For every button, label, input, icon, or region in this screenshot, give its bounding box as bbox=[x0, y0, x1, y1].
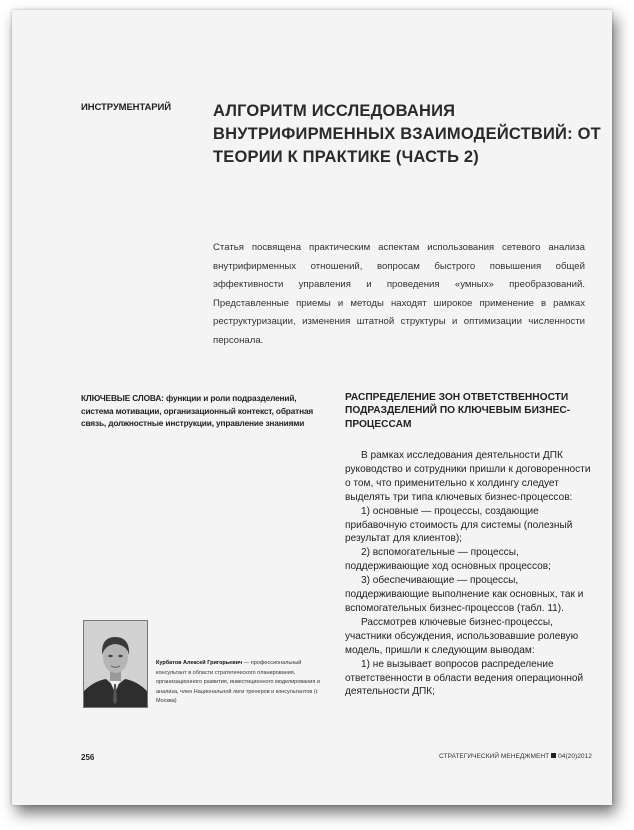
body-paragraph: 2) вспомогательные — процессы, поддерживающие ход основных процессов; bbox=[345, 547, 551, 573]
author-bio bbox=[156, 659, 331, 707]
body-paragraph: 1) основные — процессы, создающие прибавочную стоимость для системы (полезный результат для клиентов); bbox=[345, 505, 573, 545]
body-paragraph: 3) обеспечивающие — процессы, поддерживающие выполнение как основных, так и вспомогательных бизнес-процессов (табл. 11). bbox=[345, 575, 584, 614]
running-footer bbox=[439, 753, 592, 760]
article-abstract: Статья посвящена практическим аспектам использования сетевого анализа внутрифирменных отношений, вопросам быстрого повышения общей эффективности управления и проведения «умных» преобразований. Представленные приемы и методы находят широкое применение в рамках реструктуризации, изменения штатной структуры и оптимизации численности персонала. bbox=[213, 242, 585, 346]
body-paragraph: Рассмотрев ключевые бизнес-процессы, участники обсуждения, использовавшие ролевую модель, пришли к следующим выводам: bbox=[345, 616, 579, 656]
magazine-page bbox=[12, 10, 612, 805]
keywords: КЛЮЧЕВЫЕ СЛОВА: функции и роли подразделений, система мотивации, организационный контекст, обратная связь, должностные инструкции, управление знаниями bbox=[81, 393, 314, 428]
author-description: — профессиональный консультант в области стратегического планирования, организационного развития, инвестиционного моделирования и анализа, член Национальной лиги тренеров и консультантов (г. Москва) bbox=[156, 660, 320, 705]
author-photo bbox=[83, 620, 148, 708]
body-paragraph: В рамках исследования деятельности ДПК руководство и сотрудники пришли к договоренности о том, что применительно к холдингу следует выделять три типа ключевых бизнес-процессов: bbox=[345, 450, 591, 503]
section-label: ИНСТРУМЕНТАРИЙ bbox=[81, 102, 172, 113]
article-title: АЛГОРИТМ ИССЛЕДОВАНИЯ ВНУТРИФИРМЕННЫХ ВЗАИМОДЕЙСТВИЙ: ОТ ТЕОРИИ К ПРАКТИКЕ (ЧАСТЬ 2) bbox=[213, 102, 601, 166]
journal-name: СТРАТЕГИЧЕСКИЙ МЕНЕДЖМЕНТ bbox=[439, 753, 550, 760]
square-bullet-icon bbox=[551, 753, 556, 758]
body-paragraph: 1) не вызывает вопросов распределение ответственности в области ведения операционной деятельности ДПК; bbox=[345, 658, 584, 698]
page-number: 256 bbox=[81, 753, 95, 762]
author-name: Курбатов Алексей Григорьевич bbox=[156, 660, 243, 666]
body-text bbox=[345, 449, 593, 699]
section-heading: РАСПРЕДЕЛЕНИЕ ЗОН ОТВЕТСТВЕННОСТИ ПОДРАЗДЕЛЕНИЙ ПО КЛЮЧЕВЫМ БИЗНЕС-ПРОЦЕССАМ bbox=[345, 392, 571, 430]
issue-number: 04(20)2012 bbox=[558, 753, 592, 760]
